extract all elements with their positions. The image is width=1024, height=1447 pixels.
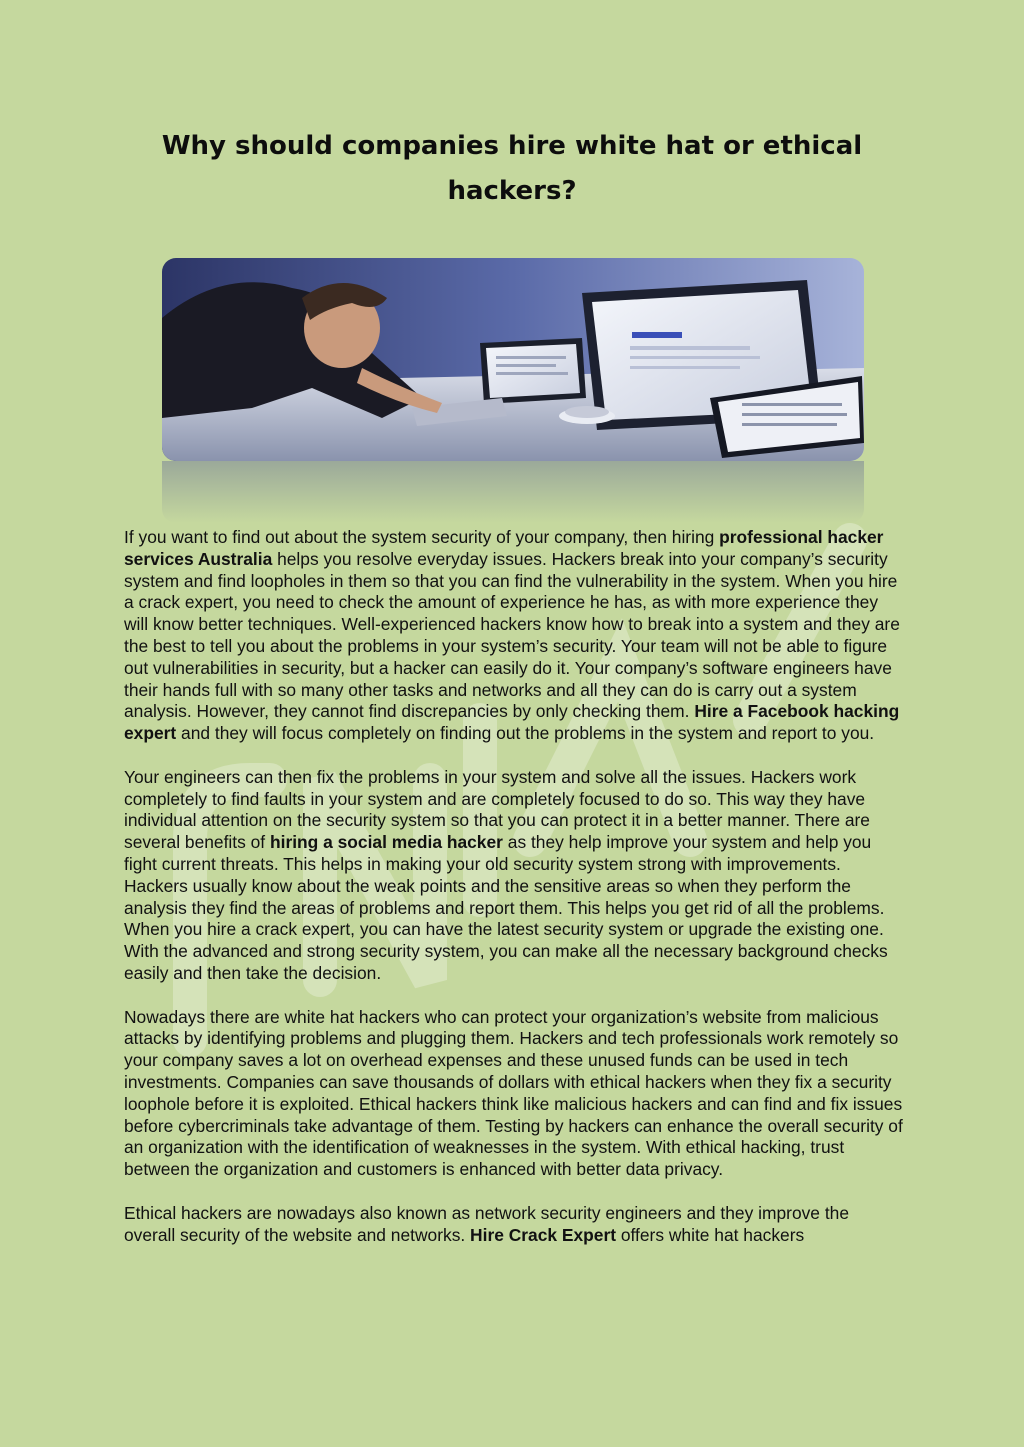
paragraph-text: Your engineers can then fix the problems in your system and solve all the issues. Hackers work completely to find faults in your system and are completely focused to do so. This way they have individual attention on the security system so that you can protect it in a better manner. There are several benefits of: [124, 766, 870, 853]
paragraph-text: Nowadays there are white hat hackers who can protect your organization’s website from malicious attacks by identifying problems and plugging them. Hackers and tech professionals work remotely so your company saves a lot on overhead expenses and these unused funds can be used in tech investments. Companies can save thousands of dollars with ethical hackers when they fix a security loophole before it is exploited. Ethical hackers think like malicious hackers and can find and fix issues before cybercriminals take advantage of them. Testing by hackers can enhance the overall security of an organization with the identification of weaknesses in the system. With ethical hacking, trust between the organization and customers is enhanced with better data privacy.: [124, 1006, 903, 1180]
paragraph-text: Ethical hackers are nowadays also known as network security engineers and they improve the overall security of the website and networks.: [124, 1202, 849, 1245]
paragraph-1: [124, 527, 904, 745]
bold-keyword: Hire a Facebook hacking expert: [124, 701, 900, 744]
photo-reflection: [162, 461, 864, 523]
paragraph-2: [124, 767, 904, 985]
bold-keyword: professional hacker services Australia: [124, 527, 884, 569]
document-title: Why should companies hire white hat or ethical hackers?: [161, 131, 863, 206]
paragraph-text: If you want to find out about the system security of your company, then hiring: [124, 527, 720, 547]
monitor-small: [480, 338, 586, 404]
paragraph-text: and they will focus completely on finding out the problems in the system and report to you.: [176, 723, 875, 744]
article-photo: [162, 258, 864, 461]
paragraph-text: helps you resolve everyday issues. Hackers break into your company’s security system and find loopholes in them so that you can find the vulnerability in the system. When you hire a crack expert, you need to check the amount of experience he has, as with more experience they will know better techniques. Well-experienced hackers know how to break into a system and they are the best to tell you about the problems in your system’s security. Your team will not be able to figure out vulnerabilities in security, but a hacker can easily do it. Your company’s software engineers have their hands full with so many other tasks and networks and all they can do is carry out a system analysis. However, they cannot find discrepancies by only checking them.: [124, 548, 900, 722]
bold-keyword: hiring a social media hacker: [269, 832, 503, 853]
photo-icon: [162, 258, 864, 461]
paragraph-4: [124, 1203, 904, 1247]
bold-keyword: Hire Crack Expert: [470, 1224, 617, 1245]
paragraph-3: [124, 1007, 904, 1181]
article-body: [124, 527, 904, 1268]
paragraph-text: offers white hat hackers: [616, 1224, 805, 1245]
paragraph-text: as they help improve your system and help you fight current threats. This helps in making your old security system strong with improvements. Hackers usually know about the weak points and the sensitive areas so when they perform the analysis they find the areas of problems and report them. This helps you get rid of all the problems. When you hire a crack expert, you can have the latest security system or upgrade the existing one. With the advanced and strong security system, you can make all the necessary background checks easily and then take the decision.: [124, 832, 888, 983]
